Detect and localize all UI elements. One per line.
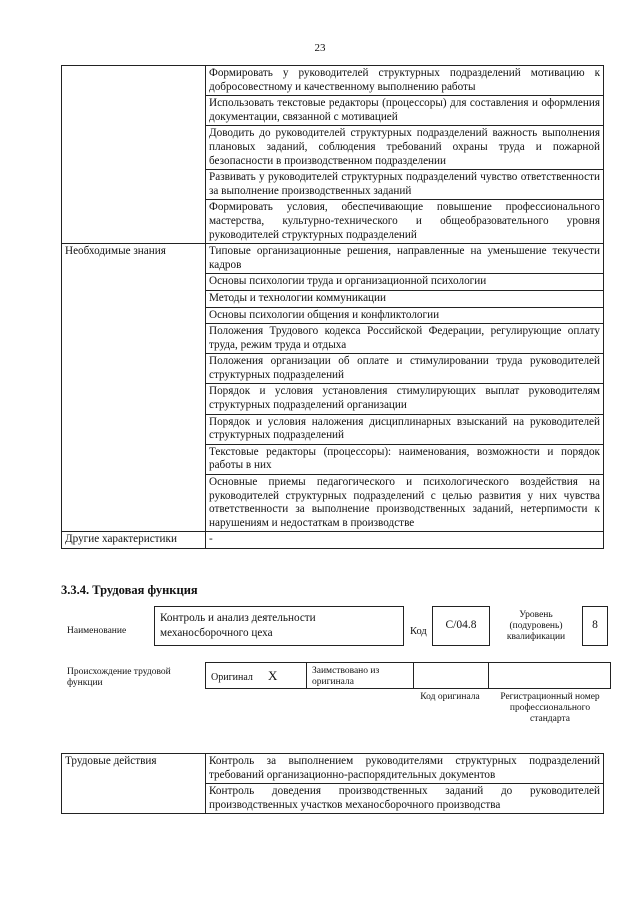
row-text: Основы психологии общения и конфликтологии [206,307,604,324]
origin-divider-1 [306,662,307,689]
row-text: Основы психологии труда и организационной психологии [206,274,604,291]
table-row [62,754,604,784]
name-label: Наименование [67,626,127,636]
row-text: Положения организации об оплате и стимулировании труда руководителей структурных подразделений [206,354,604,384]
row-text: Формировать условия, обеспечивающие повышение профессионального мастерства, культурно-технического и общеобразовательного уровня руководителей структурных подразделений [206,200,604,244]
row-text: Текстовые редакторы (процессоры): наименования, возможности и порядок работы в них [206,444,604,474]
knowledge-skills-table [61,65,604,549]
origin-box [205,662,611,689]
row-text: Контроль доведения производственных заданий до руководителей производственных участков механосборочного производства [206,784,604,814]
row-text: Порядок и условия установления стимулирующих выплат руководителям структурных подразделений организации [206,384,604,414]
row-text: Развивать у руководителей структурных подразделений чувство ответственности за выполнение производственных заданий [206,170,604,200]
code-box [432,606,490,646]
code-value: C/04.8 [445,619,477,631]
row-label: Необходимые знания [62,244,206,532]
original-label: Оригинал [211,672,253,683]
row-text: - [206,532,604,549]
row-label: Трудовые действия [62,754,206,814]
section-heading: 3.3.4. Трудовая функция [61,583,198,597]
labor-actions-table [61,753,604,814]
row-text: Использовать текстовые редакторы (процессоры) для составления и оформления документации, связанной с мотивацией [206,96,604,126]
row-text: Доводить до руководителей структурных подразделений важность выполнения плановых заданий, соблюдения требований охраны труда и пожарной безопасности в производственном подразделении [206,126,604,170]
origin-label: Происхождение трудовой функции [67,667,171,688]
table-row [62,244,604,274]
row-text: Основные приемы педагогического и психологического воздействия на руководителей структурных подразделений с целью развития у них чувства ответственности за выполнение производственных заданий, нетерпимости к нарушениям и недостаткам в производстве [206,475,604,532]
code-label: Код [410,626,427,637]
table-row [62,532,604,549]
origin-divider-3 [488,662,489,689]
reg-number-label: Регистрационный номер профессионального стандарта [500,692,600,724]
name-box [154,606,404,646]
table-row [62,66,604,96]
row-text: Положения Трудового кодекса Российской Федерации, регулирующие оплату труда, режим труда и отдыха [206,324,604,354]
origin-divider-2 [413,662,414,689]
row-text: Контроль за выполнением руководителями структурных подразделений требований организационно-распорядительных документов [206,754,604,784]
row-text: Порядок и условия наложения дисциплинарных взысканий на руководителей структурных подразделений [206,414,604,444]
row-text: Формировать у руководителей структурных подразделений мотивацию к добросовестному и качественному выполнению работы [206,66,604,96]
page-number: 23 [314,42,326,54]
knowledge-skills-body [62,66,604,549]
row-text: Методы и технологии коммуникации [206,290,604,307]
row-text: Типовые организационные решения, направленные на уменьшение текучести кадров [206,244,604,274]
level-box [582,606,608,646]
origin-code-label: Код оригинала [420,692,480,702]
row-label: Другие характеристики [62,532,206,549]
original-mark: X [268,668,278,683]
labor-actions-body [62,754,604,814]
row-label [62,66,206,244]
level-label: Уровень (подуровень) квалификации [506,610,566,642]
name-value: Контроль и анализ деятельности механосборочного цеха [160,612,316,639]
level-value: 8 [592,619,598,631]
borrowed-label: Заимствовано из оригинала [312,666,380,687]
